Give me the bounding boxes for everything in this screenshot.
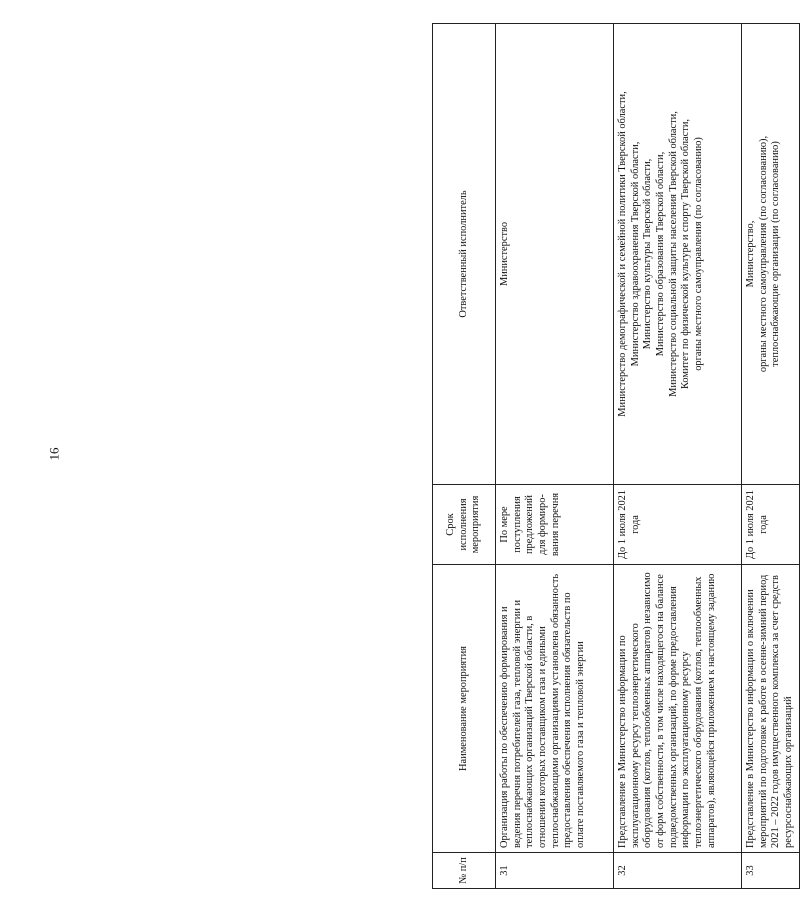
- executor-line: Министерство здравоохранения Тверской области,: [629, 141, 641, 367]
- row-term: До 1 июля 2021 года: [614, 485, 742, 565]
- executor-line: Министерство социальной защиты населения Тверской области,: [667, 111, 679, 397]
- header-term: Срок исполнения мероприятия: [433, 485, 496, 565]
- executor-line: Министерство культуры Тверской области,: [642, 158, 654, 350]
- table-header-row: [433, 24, 496, 889]
- rotated-table-container: [432, 24, 795, 889]
- row-num: 31: [496, 853, 614, 889]
- table-row: [496, 24, 614, 889]
- table-row: [614, 24, 742, 889]
- row-term: По мере поступления предложений для формиро-вания перечня: [496, 485, 614, 565]
- row-num: 33: [742, 853, 800, 889]
- row-executor: [496, 24, 614, 485]
- executor-line: Комитет по физической культуре и спорту Тверской области,: [680, 119, 692, 389]
- table-row: [742, 24, 800, 889]
- executor-line: Министерство: [499, 221, 510, 287]
- row-executor: [614, 24, 742, 485]
- row-name: Представление в Министерство информации о включении мероприятий по подготовке к работе в осенне-зимний период 2021 – 2022 годов имущественного комплекса за счет средств ресурсоснабжающих организаций: [742, 565, 800, 853]
- executor-line: Министерство,: [745, 220, 756, 288]
- page-number: 16: [46, 447, 62, 461]
- row-term: До 1 июля 2021 года: [742, 485, 800, 565]
- executor-line: Министерство образования Тверской области,: [655, 151, 667, 357]
- row-name: Представление в Министерство информации по эксплуатационному ресурсу теплоэнергетического оборудования (котлов, теплообменных аппаратов) независимо от форм собственности, в том числе находящегося на балансе подведомственных организаций, по форме предоставления информации по эксплуатационному ресурсу теплоэнергетического оборудования (котлов, теплообменных аппаратов), являющейся приложением к настоящему заданию: [614, 565, 742, 853]
- executor-line: теплоснабжающие организации (по согласованию): [770, 141, 782, 367]
- measures-table: [432, 23, 800, 889]
- header-executor: Ответственный исполнитель: [433, 24, 496, 485]
- header-name: Наименование мероприятия: [433, 565, 496, 853]
- row-name: Организация работы по обеспечению формирования и ведения перечня потребителей газа, тепловой энергии и теплоснабжающих организаций Тверской области, в отношении которых поставщиком газа и едиными теплоснабжающими организациями установлена обязанность предоставления обеспечения исполнения обязательств по оплате поставляемого газа и тепловой энергии: [496, 565, 614, 853]
- executor-line: Министерство демографической и семейной политики Тверской области,: [617, 91, 628, 417]
- header-num: № п/п: [433, 853, 496, 889]
- row-executor: [742, 24, 800, 485]
- executor-line: органы местного самоуправления (по согласованию),: [757, 135, 769, 373]
- row-num: 32: [614, 853, 742, 889]
- executor-line: органы местного самоуправления (по согласованию): [693, 137, 705, 371]
